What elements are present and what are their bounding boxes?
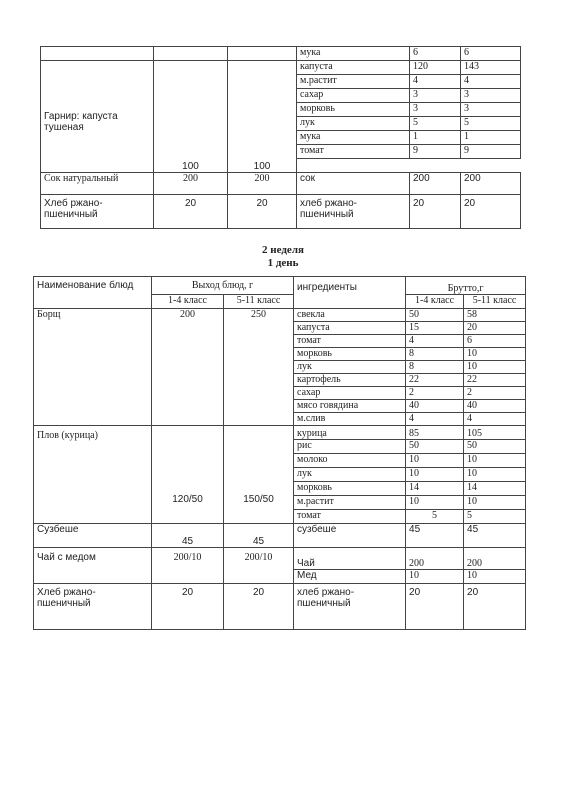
brutto-cell: 20	[410, 195, 461, 229]
ingredient-cell: морковь	[297, 103, 410, 117]
yield-cell: 20	[228, 195, 297, 229]
brutto-cell: 10	[406, 570, 464, 584]
brutto-cell: 40	[406, 400, 464, 413]
dish-cell: Хлеб ржано-пшеничный	[41, 195, 154, 229]
dish-cell: Плов (курица)	[34, 426, 152, 524]
brutto-cell: 40	[464, 400, 526, 413]
menu-table-continued	[40, 46, 521, 229]
ingredient-cell: томат	[294, 335, 406, 348]
brutto-class-5-11-header: 5-11 класс	[464, 295, 526, 309]
brutto-cell: 10	[464, 570, 526, 584]
brutto-column-header: Брутто,г	[406, 277, 526, 295]
brutto-cell: 8	[406, 361, 464, 374]
brutto-cell: 4	[464, 413, 526, 426]
class-5-11-header: 5-11 класс	[224, 295, 294, 309]
brutto-cell: 5	[464, 510, 526, 524]
brutto-cell: 8	[406, 348, 464, 361]
brutto-cell: 200	[461, 173, 521, 195]
yield-cell: 200/10	[224, 548, 294, 584]
brutto-cell: 85	[406, 426, 464, 440]
brutto-cell: 143	[461, 61, 521, 75]
ingredient-cell: лук	[297, 117, 410, 131]
brutto-cell: 3	[461, 103, 521, 117]
ingredient-cell: курица	[294, 426, 406, 440]
week-heading: 2 неделя	[262, 244, 304, 256]
brutto-cell: 10	[406, 454, 464, 468]
yield-cell: 45	[152, 524, 224, 548]
brutto-cell: 20	[461, 195, 521, 229]
ingredient-cell: морковь	[294, 348, 406, 361]
yield-cell	[154, 47, 228, 61]
brutto-cell: 6	[410, 47, 461, 61]
ingredient-cell: хлеб ржано-пшеничный	[294, 584, 406, 630]
dish-cell	[41, 47, 154, 61]
brutto-cell: 22	[464, 374, 526, 387]
yield-cell	[228, 47, 297, 61]
ingredient-cell: молоко	[294, 454, 406, 468]
brutto-cell: 15	[406, 322, 464, 335]
brutto-cell: 200	[464, 548, 526, 570]
dish-cell: Сок натуральный	[41, 173, 154, 195]
ingredient-cell: м.растит	[297, 75, 410, 89]
brutto-cell: 4	[406, 335, 464, 348]
ingredient-cell: м.растит	[294, 496, 406, 510]
ingredient-cell: сузбеше	[294, 524, 406, 548]
yield-cell: 20	[154, 195, 228, 229]
brutto-cell: 2	[464, 387, 526, 400]
brutto-cell: 5	[461, 117, 521, 131]
brutto-cell: 22	[406, 374, 464, 387]
yield-cell: 200/10	[152, 548, 224, 584]
ingredient-cell: сок	[297, 173, 410, 195]
dish-cell: Чай с медом	[34, 548, 152, 584]
dish-cell: Борщ	[34, 309, 152, 426]
brutto-cell: 50	[406, 309, 464, 322]
brutto-cell: 6	[461, 47, 521, 61]
brutto-cell: 20	[464, 322, 526, 335]
ingredients-column-header: ингредиенты	[294, 277, 406, 309]
ingredient-cell: морковь	[294, 482, 406, 496]
dish-column-header: Наименование блюд	[34, 277, 152, 309]
brutto-cell: 10	[464, 361, 526, 374]
ingredient-cell: лук	[294, 361, 406, 374]
brutto-cell: 200	[410, 173, 461, 195]
yield-cell: 200	[152, 309, 224, 426]
brutto-cell: 20	[464, 584, 526, 630]
ingredient-cell: Чай	[294, 548, 406, 570]
ingredient-cell: лук	[294, 468, 406, 482]
menu-table-week2-day1	[33, 276, 526, 630]
brutto-cell: 50	[406, 440, 464, 454]
ingredient-cell: картофель	[294, 374, 406, 387]
brutto-cell: 58	[464, 309, 526, 322]
brutto-cell: 14	[406, 482, 464, 496]
day-heading: 1 день	[267, 257, 299, 269]
brutto-cell: 50	[464, 440, 526, 454]
yield-cell: 150/50	[224, 426, 294, 524]
ingredient-cell: хлеб ржано-пшеничный	[297, 195, 410, 229]
ingredient-cell: томат	[294, 510, 406, 524]
ingredient-cell: мука	[297, 47, 410, 61]
brutto-cell: 3	[410, 103, 461, 117]
brutto-cell: 14	[464, 482, 526, 496]
dish-cell: Хлеб ржано-пшеничный	[34, 584, 152, 630]
brutto-cell: 10	[464, 348, 526, 361]
brutto-cell: 3	[461, 89, 521, 103]
ingredient-cell: мука	[297, 131, 410, 145]
brutto-cell: 4	[410, 75, 461, 89]
brutto-cell: 10	[406, 468, 464, 482]
yield-cell: 100	[154, 61, 228, 173]
dish-cell: Гарнир: капуста тушеная	[41, 61, 154, 173]
brutto-cell: 6	[464, 335, 526, 348]
yield-cell: 200	[228, 173, 297, 195]
yield-cell: 120/50	[152, 426, 224, 524]
brutto-cell: 120	[410, 61, 461, 75]
brutto-cell: 1	[410, 131, 461, 145]
brutto-cell: 9	[461, 145, 521, 159]
ingredient-cell: сахар	[297, 89, 410, 103]
yield-cell: 20	[224, 584, 294, 630]
brutto-cell: 200	[406, 548, 464, 570]
brutto-cell: 5	[410, 117, 461, 131]
brutto-cell: 2	[406, 387, 464, 400]
brutto-cell: 10	[406, 496, 464, 510]
ingredient-cell: мясо говядина	[294, 400, 406, 413]
ingredient-cell: м.слив	[294, 413, 406, 426]
yield-column-header: Выход блюд, г	[152, 277, 294, 295]
ingredient-cell: Мед	[294, 570, 406, 584]
yield-cell: 200	[154, 173, 228, 195]
brutto-cell: 1	[461, 131, 521, 145]
yield-cell: 20	[152, 584, 224, 630]
ingredient-cell: сахар	[294, 387, 406, 400]
dish-cell: Сузбеше	[34, 524, 152, 548]
ingredient-cell: рис	[294, 440, 406, 454]
brutto-cell: 45	[406, 524, 464, 548]
brutto-cell: 9	[410, 145, 461, 159]
brutto-cell: 4	[406, 413, 464, 426]
brutto-cell: 10	[464, 496, 526, 510]
brutto-cell: 3	[410, 89, 461, 103]
ingredient-cell: капуста	[294, 322, 406, 335]
brutto-class-1-4-header: 1-4 класс	[406, 295, 464, 309]
brutto-cell: 5	[406, 510, 464, 524]
class-1-4-header: 1-4 класс	[152, 295, 224, 309]
ingredient-cell: томат	[297, 145, 410, 159]
ingredient-cell: капуста	[297, 61, 410, 75]
brutto-cell: 10	[464, 454, 526, 468]
yield-cell: 45	[224, 524, 294, 548]
brutto-cell: 45	[464, 524, 526, 548]
brutto-cell: 105	[464, 426, 526, 440]
yield-cell: 250	[224, 309, 294, 426]
brutto-cell: 4	[461, 75, 521, 89]
brutto-cell: 10	[464, 468, 526, 482]
brutto-cell: 20	[406, 584, 464, 630]
ingredient-cell: свекла	[294, 309, 406, 322]
yield-cell: 100	[228, 61, 297, 173]
